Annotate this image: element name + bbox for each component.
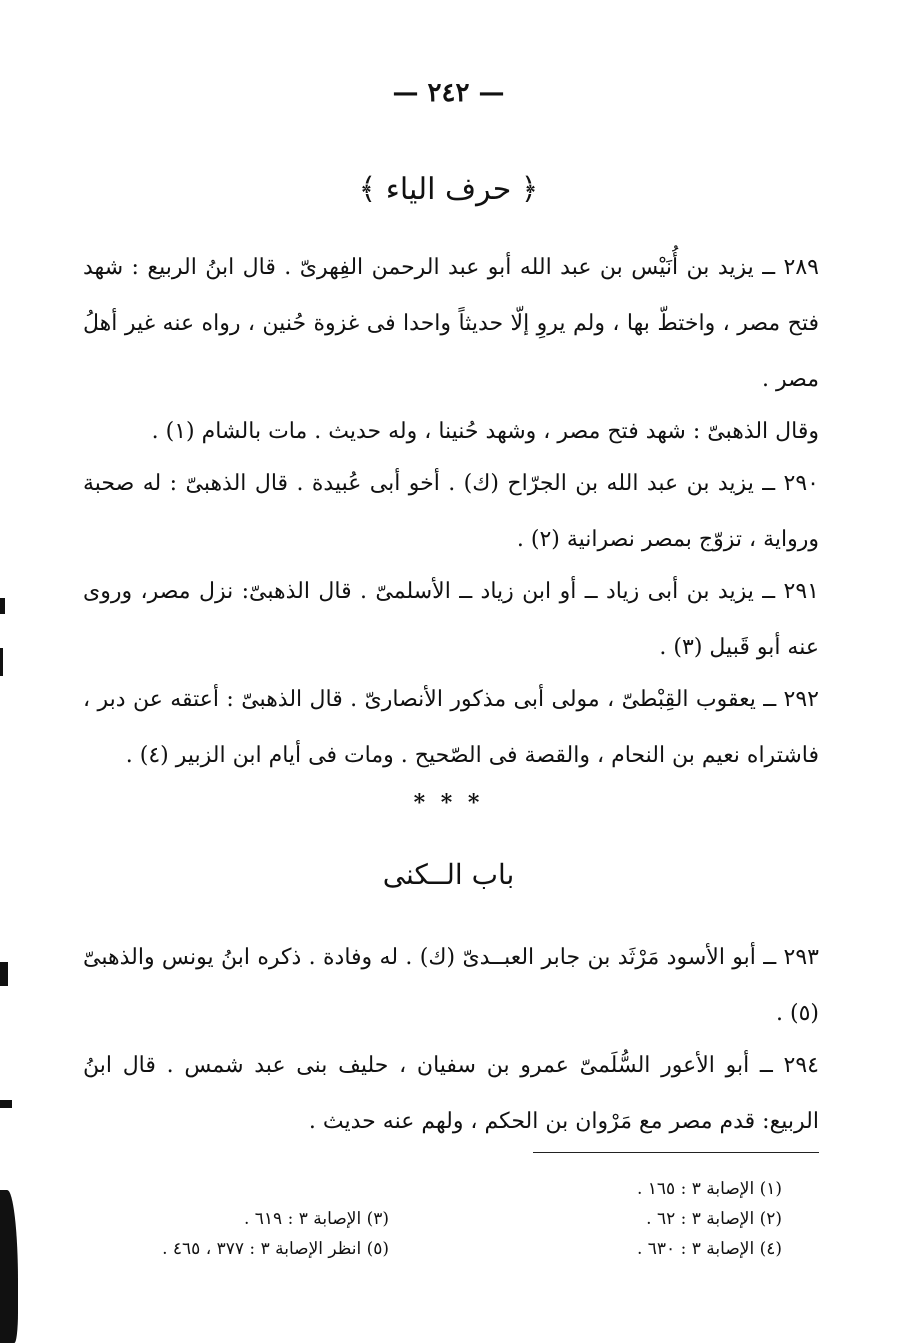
scan-edge-shadow <box>0 1190 18 1343</box>
footnote-divider <box>533 1152 819 1153</box>
page-number: — ٢٤٢ — <box>392 78 505 108</box>
entry-dhahabi-note: وقال الذهبىّ : شهد فتح مصر ، وشهد حُنينا ، وله حديث . مات بالشام (١) . <box>151 419 819 444</box>
scan-edge-mark <box>0 962 8 986</box>
entry-294: ٢٩٤ ــ أبو الأعور السُّلَمىّ عمرو بن سفيان ، حليف بنى عبد شمس . قال ابنُ الربيع: قدم مصر مع مَرْوان بن الحكم ، ولهم عنه حديث . <box>83 1053 819 1134</box>
entry-291: ٢٩١ ــ يزيد بن أبى زياد ــ أو ابن زياد ــ الأسلمىّ . قال الذهبىّ: نزل مصر، وروى عنه أبو قَبيل (٣) . <box>83 579 819 660</box>
footnote-4: (٤) الإصابة ٣ : ٦٣٠ . <box>636 1239 782 1259</box>
footnote-2: (٢) الإصابة ٣ : ٦٢ . <box>646 1209 782 1229</box>
footnote-1: (١) الإصابة ٣ : ١٦٥ . <box>636 1179 782 1199</box>
entry-290: ٢٩٠ ــ يزيد بن عبد الله بن الجرّاح (ك) . أخو أبى عُبيدة . قال الذهبىّ : له صحبة ورواية ، تزوّج بمصر نصرانية (٢) . <box>83 471 819 552</box>
footnote-5: (٥) انظر الإصابة ٣ : ٣٧٧ ، ٤٦٥ . <box>162 1239 389 1259</box>
scan-edge-mark <box>0 598 5 614</box>
section-title: ﴿ حرف الياء ﴾ <box>358 172 539 207</box>
entry-289: ٢٨٩ ــ يزيد بن أُنَيْس بن عبد الله أبو عبد الرحمن الفِهرىّ . قال ابنُ الربيع : شهد فتح مصر ، واختطّ بها ، ولم يروِ إلّا حديثاً واحدا فى غزوة حُنين ، رواه عنه غير أهلُ مصر . <box>83 255 819 392</box>
section-separator: * * * <box>413 790 484 816</box>
entry-292: ٢٩٢ ــ يعقوب القِبْطىّ ، مولى أبى مذكور الأنصارىّ . قال الذهبىّ : أعتقه عن دبر ، فاشتراه نعيم بن النحام ، والقصة فى الصّحيح . ومات فى أيام ابن الزبير (٤) . <box>83 687 819 768</box>
footnote-3: (٣) الإصابة ٣ : ٦١٩ . <box>243 1209 389 1229</box>
scan-edge-mark <box>0 1100 12 1108</box>
entry-293: ٢٩٣ ــ أبو الأسود مَرْثَد بن جابر العبــدىّ (ك) . له وفادة . ذكره ابنُ يونس والذهبىّ (٥) . <box>83 945 819 1026</box>
scan-edge-mark <box>0 648 3 676</box>
chapter-title: باب الــكنى <box>382 858 515 891</box>
